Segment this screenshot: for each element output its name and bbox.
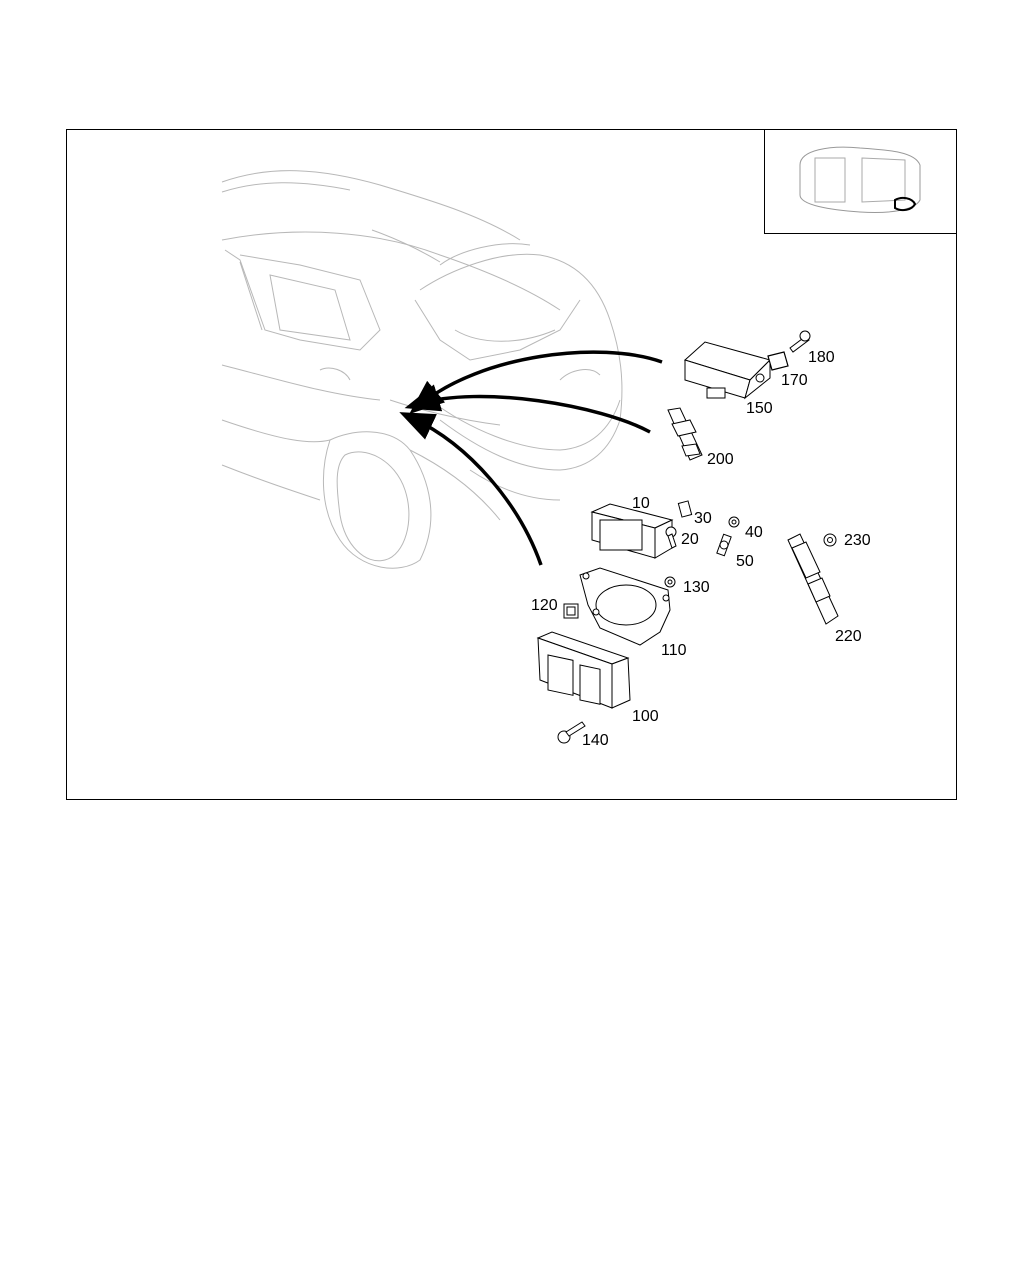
callout-150: 150: [746, 400, 773, 417]
part-120-clip: [564, 604, 578, 618]
locator-car-icon: [800, 147, 920, 212]
callout-10: 10: [632, 495, 650, 512]
callout-170: 170: [781, 372, 808, 389]
part-140-bolt: [558, 722, 585, 743]
part-100-control-unit: [538, 632, 630, 708]
callout-230: 230: [844, 532, 871, 549]
callout-120: 120: [531, 597, 558, 614]
part-40-nut: [729, 517, 739, 527]
part-150-module: [685, 342, 770, 398]
part-220-module: [788, 534, 838, 624]
callout-50: 50: [736, 553, 754, 570]
callout-110: 110: [661, 642, 687, 659]
part-50-stud: [717, 534, 731, 556]
part-110-bracket: [580, 568, 670, 645]
callout-40: 40: [745, 524, 763, 541]
part-230-nut: [824, 534, 836, 546]
callout-140: 140: [582, 732, 609, 749]
vehicle-outline: [222, 171, 622, 569]
part-130-nut: [665, 577, 675, 587]
part-30-sleeve: [678, 501, 691, 517]
callout-180: 180: [808, 349, 835, 366]
callout-130: 130: [683, 579, 710, 596]
callout-220: 220: [835, 628, 862, 645]
callout-100: 100: [632, 708, 659, 725]
part-180-screw: [790, 331, 810, 352]
part-10-control-unit: [592, 504, 672, 558]
callout-200: 200: [707, 451, 734, 468]
part-170-clip: [768, 352, 788, 370]
callout-20: 20: [681, 531, 699, 548]
part-200-sensor: [668, 408, 702, 460]
callout-30: 30: [694, 510, 712, 527]
